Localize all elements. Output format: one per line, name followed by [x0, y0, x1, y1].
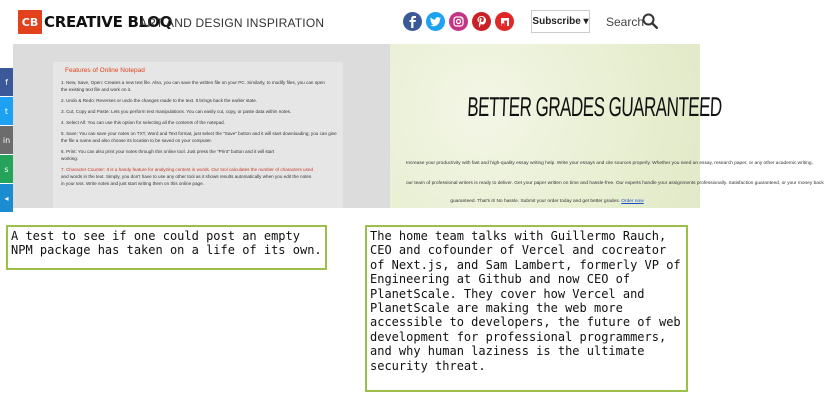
feature-line: the existing text file and work on it.: [61, 87, 132, 92]
feature-line: 6. Print: You can also print your notes through this online tool. Just press the "Print" button and it will start: [61, 149, 275, 154]
feature-line: 3. Cut, Copy and Paste: Lets you perform text manipulations. You can easily cut, copy, or paste data within notes.: [61, 109, 292, 114]
feature-line: 5. Save: You can save your notes on TXT, Word and Text format, just select the "Save" button and it will start downloading; you can give: [61, 131, 337, 136]
notepad-article-image[interactable]: [13, 44, 390, 208]
share-twitter-icon[interactable]: t: [0, 97, 13, 125]
essay-ad-image[interactable]: [390, 44, 824, 208]
subscribe-button[interactable]: Subscribe ▾: [531, 10, 590, 33]
ad-headline: BETTER GRADES GUARANTEED: [466, 92, 723, 123]
notepad-features-title: Features of Online Notepad: [65, 67, 145, 74]
share-bar: [0, 68, 13, 212]
site-tagline: ART AND DESIGN INSPIRATION: [139, 16, 325, 30]
feature-line: 2. Undo & Redo: Reverses or undo the changes made to the text. It brings back the earlier state.: [61, 98, 258, 103]
twitter-icon[interactable]: [426, 12, 445, 31]
feature-line: 4. Select All: You can use this option for selecting all the contents of the notepad.: [61, 120, 225, 125]
facebook-icon[interactable]: [403, 12, 422, 31]
share-more-icon[interactable]: in: [0, 126, 13, 154]
site-header: [0, 0, 700, 44]
pinterest-icon[interactable]: [472, 12, 491, 31]
caption-npm-story[interactable]: A test to see if one could post an empty NPM package has taken on a life of its own.: [6, 225, 327, 270]
share-whatsapp-icon[interactable]: s: [0, 155, 13, 183]
instagram-icon[interactable]: [449, 12, 468, 31]
feature-line: 1. New, Save, Open: Creates a new text file. Also, you can save the written file on your PC. Similarly, to modify files, you can open: [61, 80, 325, 85]
feature-line: working.: [61, 156, 79, 161]
logo-text: CREATIVE BLOQ: [44, 13, 173, 31]
ad-order-link[interactable]: Order now: [621, 199, 644, 204]
search-label[interactable]: Search: [606, 15, 645, 29]
feature-line: in your text. Write notes and just start writing them on this online page.: [61, 181, 204, 186]
ad-text-line: our team of professional writers is ready to deliver. Get your paper written on time and hassle-free. Our experts handle your assignments professionally. Satisfaction guaranteed, or your money back: [406, 181, 824, 186]
ad-text-line-body: guaranteed. That's it! No hassle. Submit your order today and get better grades.: [450, 199, 622, 204]
share-collapse-icon[interactable]: ◂: [0, 184, 13, 212]
feature-line: the file a name and also choose its location to be saved on your computer.: [61, 138, 212, 143]
ad-text-line: [406, 199, 688, 205]
logo-badge: CB: [18, 10, 42, 34]
feature-line: and words in the text. Simply, you don't have to use any other tool as it shows results automatically when you edit the notes: [61, 174, 312, 179]
ad-text-line: Increase your productivity with fast and high-quality essay writing help. Write your essays and cite sources properly. Whether you need an essay, research paper, or any other academic writing,: [406, 161, 813, 166]
search-icon[interactable]: [642, 13, 658, 33]
feature-line-highlight: 7. Character Counter: It is a handy feature for analyzing content in words. Our tool calculates the number of characters used: [61, 167, 314, 172]
caption-podcast-story[interactable]: The home team talks with Guillermo Rauch, CEO and cofounder of Vercel and cocreator of Next.js, and Sam Lambert, formerly VP of Engineering at Github and now CEO of PlanetScale. They cover how Vercel and PlanetScale are making the web more accessible to developers, the future of web development for professional programmers, and why human laziness is the ultimate security threat.: [365, 225, 688, 392]
notepad-feature-list: [53, 62, 343, 208]
share-facebook-icon[interactable]: f: [0, 68, 13, 96]
flipboard-icon[interactable]: [495, 12, 514, 31]
